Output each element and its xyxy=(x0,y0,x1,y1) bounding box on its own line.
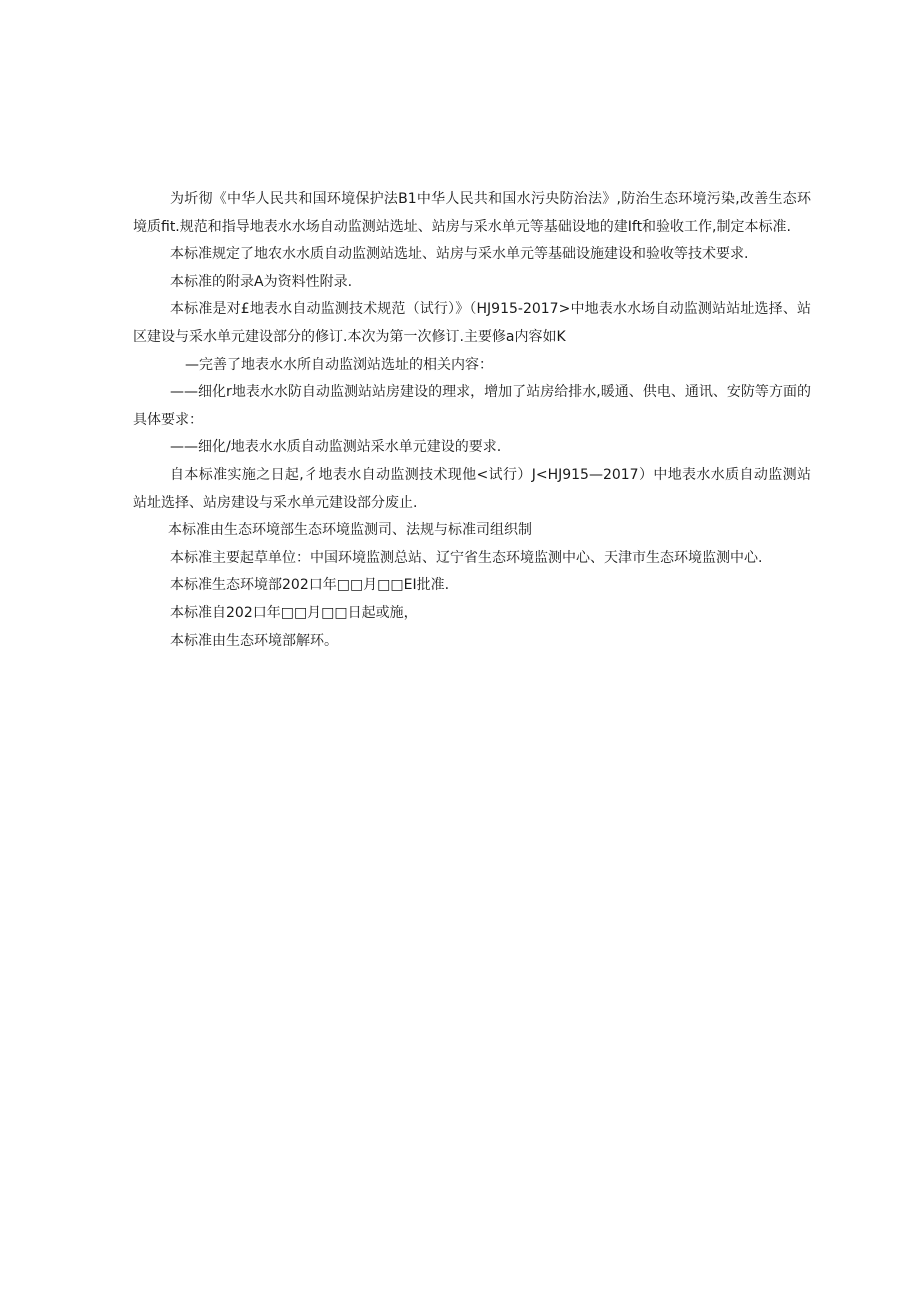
paragraph-change-2: ——细化r地表水水防自动监测站站房建设的理求，增加了站房给排水,暖通、供电、通讯、安防等方面的具体要求： xyxy=(133,384,811,428)
paragraph-effective-date: 本标准自202口年□□月□□日起或施， xyxy=(170,604,418,621)
paragraph-approval: 本标准生态环境部202口年□□月□□EI批准. xyxy=(170,577,450,594)
paragraph-scope: 本标准规定了地农水水质自动监测站选址、站房与采水单元等基础设施建设和验收等技术要求. xyxy=(170,246,749,263)
paragraph-purpose: 为圻彻《中华人民共和国环境保护法B1中华人民共和国水污央防治法》,防治生态环境污染,改善生态环境质fit.规范和指导地表水水场自动监测站选址、站房与采水单元等基础设地的建Ift和验收工作,制定本标准. xyxy=(133,191,811,235)
paragraph-abolition: 自本标准实施之日起,彳地表水自动监测技术现他<试行）J<HJ915—2017）中地表水水质自动监测站站址选择、站房建设与采水单元建设部分废止. xyxy=(133,466,811,511)
paragraph-interpretation: 本标准由生态环境部解环。 xyxy=(170,632,338,649)
paragraph-change-1: —完善了地表水水所自动监浏站选址的相关内容： xyxy=(185,356,493,373)
paragraph-revision: 本标准是对£地表水自动监测技术规范（试行）》（HJ915-2017>中地表水水场自动监测站站址选择、站区建设与采水单元建设部分的修订.本次为第一次修订.主要修a内容如K xyxy=(133,301,811,345)
paragraph-appendix: 本标准的附录A为资料性附录. xyxy=(170,273,353,290)
foreword-body xyxy=(133,186,811,655)
paragraph-change-3: ——细化/地表水水质自动监测站采水单元建设的要求. xyxy=(170,439,502,456)
paragraph-organizer: 本标准由生态环境部生态环境监测司、法规与标准司组织制 xyxy=(168,522,532,539)
paragraph-drafters: 本标准主要起草单位：中国环境监测总站、辽宁省生态环境监测中心、天津市生态环境监测中心. xyxy=(170,549,763,566)
